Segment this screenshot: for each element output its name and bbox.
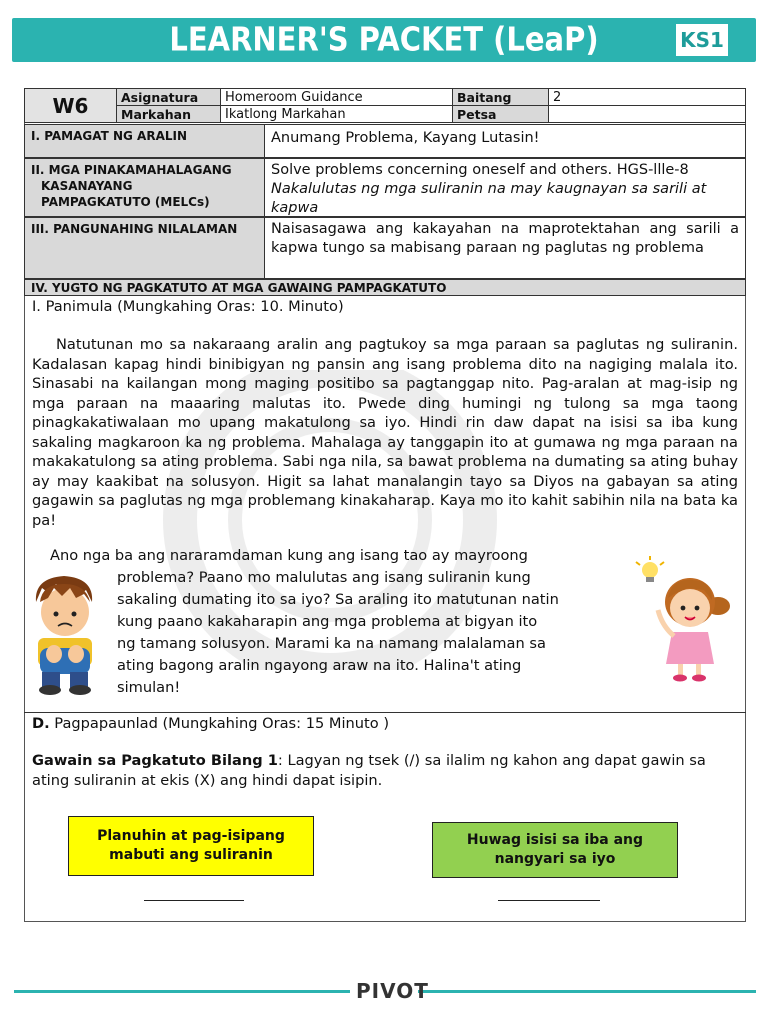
footer-line-left [14,990,350,993]
petsa-value [549,106,746,123]
baitang-label: Baitang [453,89,549,106]
question-line-2: problema? Paano mo malulutas ang isang suliranin kung [117,569,531,586]
option-box-huwag: Huwag isisi sa iba ang nangyari sa iyo [432,822,678,878]
girl-idea-illustration [632,556,736,684]
question-line-5: ng tamang solusyon. Marami ka na namang malalaman sa [117,635,546,652]
question-line-3: sakaling dumating ito sa iyo? Sa araling ito matutunan natin [117,591,559,608]
week-label: W6 [25,89,117,123]
pamagat-row [24,124,746,158]
question-line-6: ating bagong aralin ngayong araw na ito. Halina't ating [117,657,522,674]
footer-line-right [418,990,756,993]
markahan-label: Markahan [117,106,221,123]
sad-boy-illustration [28,572,102,696]
question-line-1: Ano nga ba ang nararamdaman kung ang isang tao ay mayroong [50,547,528,564]
nilalaman-value: Naisasagawa ang kakayahan na maprotektahan ang sarili a kapwa tungo sa mabisang paraan ng paglutas ng problema [271,221,739,256]
header-banner [0,18,768,64]
markahan-value: Ikatlong Markahan [221,106,453,123]
question-line-4: kung paano kakaharapin ang mga problema at bigyan ito [117,613,538,630]
asignatura-value: Homeroom Guidance [221,89,453,106]
nilalaman-row [24,217,746,279]
panimula-paragraph: Natutunan mo sa nakaraang aralin ang pagtukoy sa mga paraan sa paglutas ng suliranin. Kadalasan kapag hindi binibigyan ng pansin ang isang problema dito na nagiging malala ito. Sinasabi na kailangan mong maging positibo sa pagtanggap nito. Pag-aralan at mag-isip ng mga paraan na maaaring malutas ito. Pwede ding humingi ng tulong sa mga taong pinagkakatiwalaan mo upang makatulong sa iyo. Hindi rin daw dapat na isisi sa iba kung sakaling magkaroon ka ng problema. Mahalaga ay tanggapin ito at gumawa ng mga paraan na makakatulong sa ating problema. Sabi nga nila, sa bawat problema na dumating sa ating buhay ay may kaakibat na solusyon. Higit sa lahat manalangin tayo sa Diyos na gabayan sa ating gagawin sa paglutas ng mga problemang kinakaharap. Kaya mo ito kahit sabihin nila na bata ka pa! [32,336,738,529]
pivot-logo: PIVOT [356,979,429,1003]
panimula-heading: I. Panimula (Mungkahing Oras: 10. Minuto) [32,298,344,315]
melc-label: II. MGA PINAKAMAHALAGANG KASANAYANG PAMPAGKATUTO (MELCs) [25,159,265,216]
answer-blank-2[interactable] [498,900,600,901]
answer-blank-1[interactable] [144,900,244,901]
section-divider [24,712,746,713]
ks-badge: KS1 [676,24,728,56]
gawain-instruction: Gawain sa Pagkatuto Bilang 1: Lagyan ng tsek (/) sa ilalim ng kahon ang dapat gawin sa ating suliranin at ekis (X) ang hindi dapat isipin. [32,752,706,789]
yugto-header: IV. YUGTO NG PAGKATUTO AT MGA GAWAING PAMPAGKATUTO [24,279,746,296]
melc-row [24,158,746,217]
nilalaman-label: III. PANGUNAHING NILALAMAN [25,218,265,278]
question-line-7: simulan! [117,679,181,696]
pagpapaunlad-heading: D. Pagpapaunlad (Mungkahing Oras: 15 Minuto ) [32,715,390,732]
pamagat-label: I. PAMAGAT NG ARALIN [25,125,265,157]
asignatura-label: Asignatura [117,89,221,106]
melc-value: Solve problems concerning oneself and others. HGS-llle-8 Nakalulutas ng mga suliranin na may kaugnayan sa sarili at kapwa [271,162,707,216]
banner-title: LEARNER'S PACKET (LeaP) [169,19,599,59]
baitang-value: 2 [549,89,746,106]
meta-table [24,88,746,123]
option-box-planuhin: Planuhin at pag-isipang mabuti ang suliranin [68,816,314,876]
pamagat-value: Anumang Problema, Kayang Lutasin! [271,130,540,146]
petsa-label: Petsa [453,106,549,123]
